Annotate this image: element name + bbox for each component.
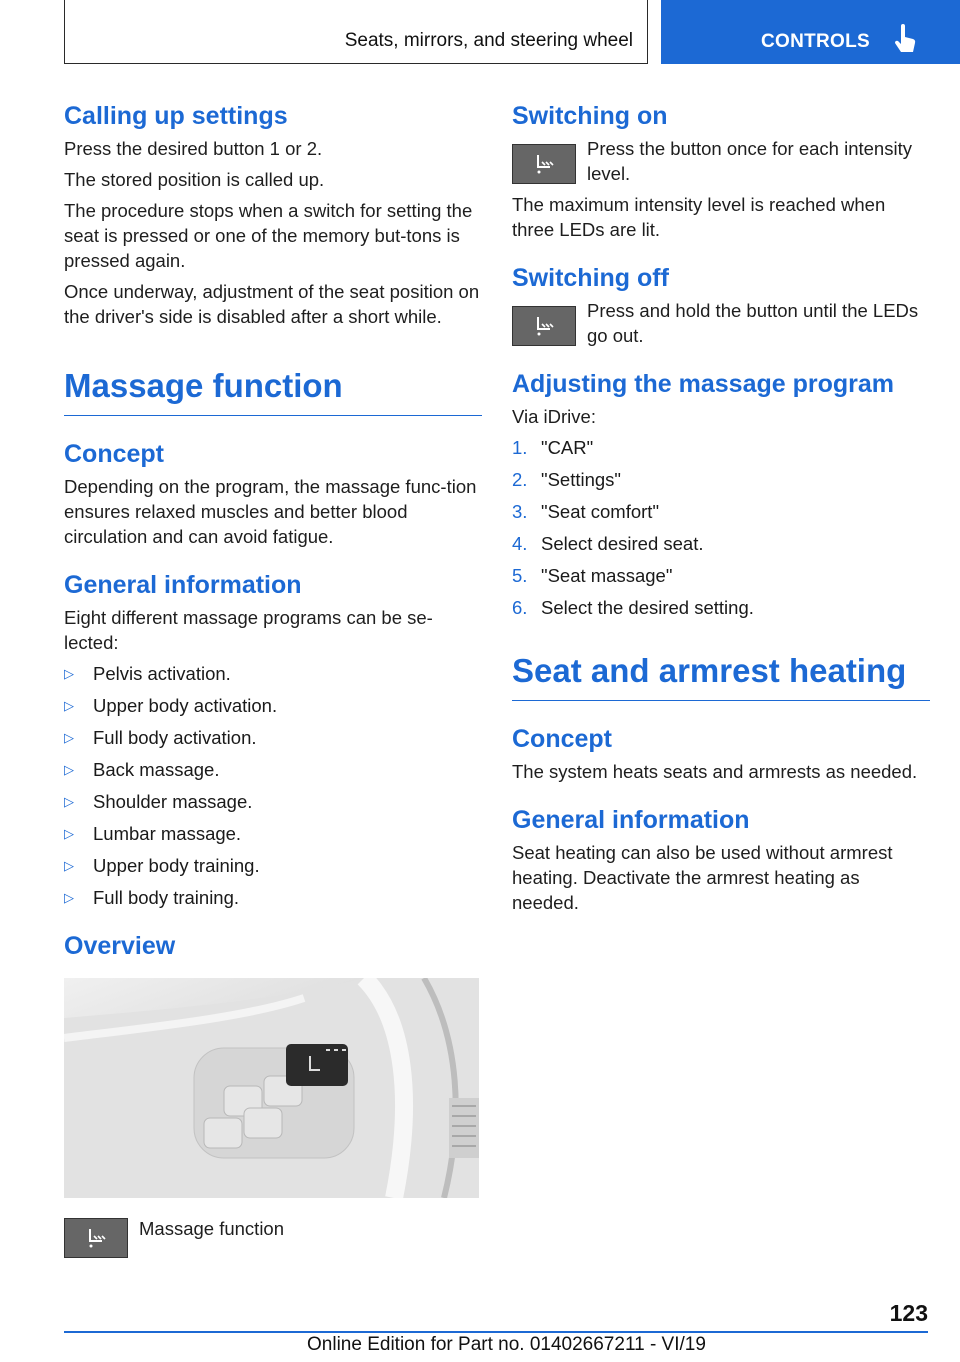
switching-on-heading: Switching on <box>512 102 668 130</box>
list-item: 2. "Settings" <box>512 469 621 490</box>
switching-on-text: The maximum intensity level is reached when three LEDs are lit. <box>512 194 886 240</box>
list-item: ▷ Full body training. <box>64 887 240 908</box>
massage-seat-icon <box>512 306 576 346</box>
footer-divider <box>64 1331 928 1333</box>
header-section-title: Seats, mirrors, and steering wheel <box>344 30 633 51</box>
calling-up-settings-heading: Calling up settings <box>64 102 288 130</box>
left-column <box>64 100 482 1258</box>
photo-caption: Massage function <box>139 1218 285 1239</box>
paragraph: The procedure stops when a switch for setting the seat is pressed or one of the memory but‐tons is pressed again. <box>64 200 473 271</box>
list-item: ▷ Back massage. <box>64 759 220 780</box>
list-item: 3. "Seat comfort" <box>512 501 660 522</box>
massage-function-photo <box>64 978 479 1198</box>
switching-off-button-row <box>512 298 930 348</box>
seat-armrest-heating-heading: Seat and armrest heating <box>512 650 930 701</box>
concept-text: The system heats seats and armrests as needed. <box>512 761 918 782</box>
list-item: ▷ Lumbar massage. <box>64 823 242 844</box>
concept-heading: Concept <box>512 725 612 753</box>
triangle-bullet-icon: ▷ <box>64 762 74 777</box>
overview-heading: Overview <box>64 932 176 960</box>
right-column <box>512 100 930 921</box>
list-item: 1. "CAR" <box>512 437 594 458</box>
massage-seat-icon <box>64 1218 128 1258</box>
general-information-heading: General information <box>512 806 750 834</box>
header-chapter-tab <box>661 0 960 64</box>
caption-row <box>64 1218 482 1258</box>
switching-off-heading: Switching off <box>512 264 669 292</box>
concept-heading: Concept <box>64 440 164 468</box>
switching-on-button-text: Press the button once for each intensity level. <box>587 138 912 184</box>
header-section-box <box>64 0 648 64</box>
switching-off-button-text: Press and hold the button until the LEDs go out. <box>587 300 919 346</box>
switching-on-button-row <box>512 136 930 186</box>
page-number: 123 <box>889 1300 928 1326</box>
paragraph: Once underway, adjustment of the seat position on the driver's side is disabled after a short while. <box>64 281 480 327</box>
triangle-bullet-icon: ▷ <box>64 666 74 681</box>
massage-seat-icon <box>512 144 576 184</box>
concept-text: Depending on the program, the massage func‐tion ensures relaxed muscles and better blood circulation and can avoid fatigue. <box>64 476 477 547</box>
triangle-bullet-icon: ▷ <box>64 794 74 809</box>
adjusting-massage-program-heading: Adjusting the massage program <box>512 370 895 398</box>
list-item: ▷ Pelvis activation. <box>64 663 231 684</box>
list-item: 4. Select desired seat. <box>512 533 704 554</box>
idrive-steps-list <box>512 435 930 620</box>
general-information-text: Seat heating can also be used without armrest heating. Deactivate the armrest heating as needed. <box>512 842 893 913</box>
paragraph: The stored position is called up. <box>64 169 325 190</box>
footer-edition: Online Edition for Part no. 01402667211 - VI/19 <box>307 1334 706 1355</box>
list-item: ▷ Upper body activation. <box>64 695 278 716</box>
list-item: 6. Select the desired setting. <box>512 597 754 618</box>
list-item: ▷ Full body activation. <box>64 727 257 748</box>
triangle-bullet-icon: ▷ <box>64 730 74 745</box>
list-item: ▷ Upper body training. <box>64 855 260 876</box>
list-item: 5. "Seat massage" <box>512 565 673 586</box>
triangle-bullet-icon: ▷ <box>64 826 74 841</box>
massage-program-list <box>64 661 482 910</box>
pointing-hand-icon <box>893 24 917 54</box>
header-chapter-label: CONTROLS <box>761 31 871 52</box>
triangle-bullet-icon: ▷ <box>64 858 74 873</box>
general-information-heading: General information <box>64 571 302 599</box>
paragraph: Press the desired button 1 or 2. <box>64 138 323 159</box>
triangle-bullet-icon: ▷ <box>64 890 74 905</box>
general-information-text: Eight different massage programs can be se‐lected: <box>64 607 433 653</box>
list-item: ▷ Shoulder massage. <box>64 791 253 812</box>
adjusting-intro: Via iDrive: <box>512 406 596 427</box>
triangle-bullet-icon: ▷ <box>64 698 74 713</box>
massage-function-heading: Massage function <box>64 365 482 416</box>
